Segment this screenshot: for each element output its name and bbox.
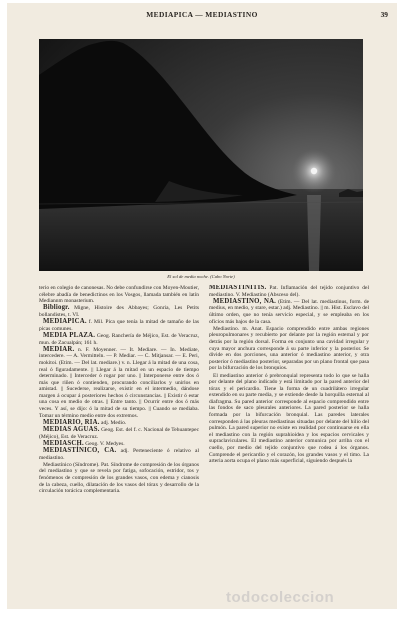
entry-text: Mediastínico (Síndrome). Pat. Síndrome de compresión de los órganos del mediastino y que se revela por fatiga, sofocación, estridor, tos y fenómenos de compresión de los grandes vasos, con edema y cianosis de la cabeza, cuello, dilatación de los vasos del tórax y desarrollo de la circulación torácica complementaria. [39, 461, 199, 495]
book-page [7, 3, 397, 609]
figure-caption: El sol de media noche. (Cabo Norte) [167, 274, 235, 279]
entry-headword: MEDIAR. [43, 345, 75, 353]
dictionary-entry [209, 326, 369, 372]
running-head [7, 10, 397, 22]
entry-headword: MEDIASTÍNICO, CA. [43, 447, 117, 454]
dictionary-entry [39, 305, 199, 318]
entry-headword: MEDIASTINO, NA. [213, 297, 277, 305]
running-title: MEDIAPICA — MEDIASTINO [146, 10, 258, 19]
entry-text: Geog. Ranchería de Méjico, Est. de Veracruz, mun. de Zacualpán; 161 h. [39, 332, 199, 346]
dictionary-entry [39, 427, 199, 440]
entry-text: El mediastino anterior ó prebronquial representa todo lo que se halla por delante del plano indicado y está limitado por la pared anterior del tórax y el pericardio. Tiene la forma de un cuadrilátero irregular extendido en su parte media, y se extiende desde la horquilla esternal al diafragma. Su pared anterior corresponde al espacio comprendido entre las fondos de saco pleurales anteriores. La pared posterior se halla formada por la bifurcación bronquial. Las paredes laterales corresponden á las pleuras mediastinas situadas por delante del hilio del pulmón. La pared superior no existe en realidad por continuarse en ella el mediastino con la región suprahioidea y los espacios cervicales y supraclaviculares. El mediastino anterior comunica por arriba con el cuello, por medio del tejido conjuntivo que rodea á los órganos. Comprende el pericardio y el corazón, los grandes vasos y el timo. La arteria aorta ocupa el plano más superficial, siguiendo después la [209, 372, 369, 465]
entry-headword: MEDIASCH. [43, 439, 84, 447]
dictionary-entry [209, 285, 369, 298]
entry-headword: MEDIA PLAZA. [43, 331, 96, 339]
entry-text: Geog. V. Medyes. [85, 440, 125, 447]
left-column [39, 285, 199, 577]
watermark-logo: todocoleccion [226, 589, 335, 606]
entry-headword: Bibliogr. [43, 304, 70, 312]
entry-text: adj. Medio. [101, 419, 127, 426]
dictionary-entry [209, 373, 369, 465]
dictionary-text [39, 285, 369, 577]
dictionary-entry [39, 333, 199, 346]
dictionary-entry [39, 347, 199, 420]
page-number: 39 [380, 10, 388, 19]
entry-text: Mediastino. m. Anat. Espacio comprendido entre ambas regiones pleuropulmonares y recubierto por delante por la región esternal y por detrás por la región dorsal. Forma en conjunto una cavidad irregular y cuya mayor anchura corresponde á su parte inferior y la posterior. Se divide en dos porciones, una anterior ó mediastino anterior, y otra posterior ó mediastino posterior, separadas por un plano frontal que pasa por la bifurcación de los bronquios. [209, 325, 369, 372]
entry-text: (Etim. — Del lat. mediastinus, form. de medius, en medio, y stare, estar.) adj. Mediastino. || m. Hist. Esclavo del último orden, que no tenía servicio especial, y se empleaba en los oficios más bajos de la casa. [209, 298, 369, 325]
dictionary-entry [39, 285, 199, 305]
figure-image [39, 39, 363, 271]
entry-text: Geog. Est. del f. c. Nacional de Tehuantepec (Méjico), Est. de Veracruz. [39, 427, 199, 440]
entry-text: n. F. Moyenner. — It. Mediare. — In. Mediate, intercedere. — A. Vermitteln. — P. Mediar. — C. Mitjansar. — E. Peri, mokitoi. (Etim. — Del lat. mediare.) v. n. Llegar á la mitad de una cosa, real ó figuradamente. || Llegar á la mitad en un espacio de tiempo determinado. || Interceder ó rogar por uno. || Interponerse entre dos ó más que riñen ó contienden, procurando conciliarlos y unirlos en amistad. || Sucederse, realizarse, existir en el intermedio, dándose margen á ocupar á posteriores hechos ó circunstancias. || Existir ó estar una cosa en medio de otras. || Entre tanto. || Ocurrir entre dos ó más veces. Y así, se dijo: ó la mitad de su tiempo. || Cuando se mediaba. Tomar un término medio entre dos extremos. [39, 346, 199, 419]
entry-headword: MEDIASTINITIS. [209, 285, 267, 291]
dictionary-entry [39, 319, 199, 332]
entry-text: terio en colegio de canonesas. No debe confundirse con Moyen-Moutier, célebre abadía de benedictinos en los Vosgos, llamada también en latín Mediannm monasterium. [39, 285, 199, 305]
entry-headword: MEDIAPICA. [43, 318, 87, 326]
right-column [209, 285, 369, 577]
entry-text: f. Mil. Pica que tenía la mitad de tamaño de las picas comunes. [39, 319, 199, 332]
entry-text: Migne, Histoire des Abbayes; Gonria, Les Petits bollandistes, t. VI. [39, 305, 199, 318]
entry-headword: MEDIAS AGUAS. [43, 426, 100, 434]
dictionary-entry [39, 448, 199, 461]
dictionary-entry [39, 462, 199, 495]
midnight-sun-illustration [39, 39, 363, 271]
dictionary-entry [209, 299, 369, 325]
entry-text: Pat. Inflamación del tejido conjuntivo del mediastino. V. Mediastino (Absceso del). [209, 285, 369, 298]
entry-headword: MEDIARIO, RIA. [43, 418, 100, 426]
entry-text: adj. Perteneciente ó relativo al mediastino. [39, 448, 199, 461]
